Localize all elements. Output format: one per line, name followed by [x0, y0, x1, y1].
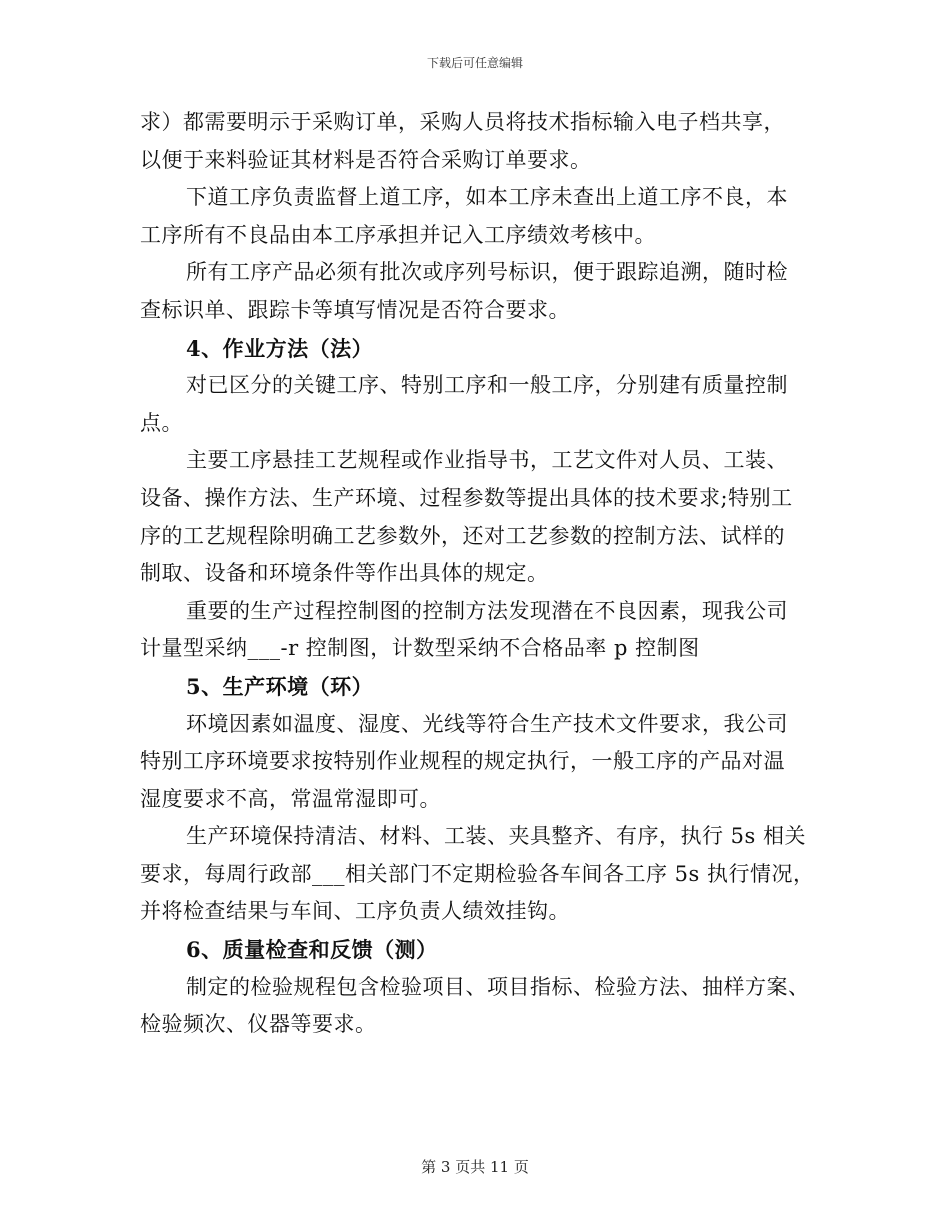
- paragraph-line: 特别工序环境要求按特别作业规程的规定执行，一般工序的产品对温: [140, 749, 785, 774]
- paragraph-line: 序的工艺规程除明确工艺参数外，还对工艺参数的控制方法、试样的: [140, 523, 785, 548]
- document-body: [140, 104, 815, 1044]
- paragraph-line: 生产环境保持清洁、材料、工装、夹具整齐、有序，执行 5s 相关: [186, 824, 806, 849]
- paragraph-line: 下道工序负责监督上道工序，如本工序未查出上道工序不良，本: [186, 185, 788, 210]
- paragraph-line: 要求，每周行政部___相关部门不定期检验各车间各工序 5s 执行情况，: [140, 861, 815, 886]
- paragraph-line: 对已区分的关键工序、特别工序和一般工序，分别建有质量控制: [186, 373, 788, 398]
- paragraph-line: 工序所有不良品由本工序承担并记入工序绩效考核中。: [140, 222, 656, 247]
- paragraph-line: 并将检查结果与车间、工序负责人绩效挂钩。: [140, 899, 570, 924]
- paragraph-line: 点。: [140, 410, 183, 435]
- paragraph-line: 检验频次、仪器等要求。: [140, 1012, 377, 1037]
- section-heading: 5、生产环境（环）: [186, 673, 374, 699]
- paragraph-line: 重要的生产过程控制图的控制方法发现潜在不良因素，现我公司: [186, 598, 788, 623]
- paragraph-line: 环境因素如温度、湿度、光线等符合生产技术文件要求，我公司: [186, 711, 788, 736]
- paragraph-line: 查标识单、跟踪卡等填写情况是否符合要求。: [140, 297, 570, 322]
- paragraph-line: 求）都需要明示于采购订单，采购人员将技术指标输入电子档共享，: [140, 110, 785, 134]
- page-header: 下载后可任意编辑: [426, 56, 523, 70]
- paragraph-line: 计量型采纳___-r 控制图，计数型采纳不合格品率 p 控制图: [140, 636, 700, 661]
- paragraph-line: 设备、操作方法、生产环境、过程参数等提出具体的技术要求;特别工: [140, 485, 793, 510]
- paragraph-line: 所有工序产品必须有批次或序列号标识，便于跟踪追溯，随时检: [186, 260, 788, 285]
- section-heading: 6、质量检查和反馈（测）: [186, 937, 438, 963]
- paragraph-line: 制定的检验规程包含检验项目、项目指标、检验方法、抽样方案、: [186, 974, 810, 999]
- paragraph-line: 主要工序悬挂工艺规程或作业指导书，工艺文件对人员、工装、: [186, 448, 788, 473]
- paragraph-line: 湿度要求不高，常温常湿即可。: [140, 786, 441, 811]
- paragraph-line: 制取、设备和环境条件等作出具体的规定。: [140, 561, 549, 586]
- page-footer: 第 3 页共 11 页: [421, 1158, 529, 1176]
- section-heading: 4、作业方法（法）: [186, 335, 374, 361]
- paragraph-line: 以便于来料验证其材料是否符合采购订单要求。: [140, 147, 592, 172]
